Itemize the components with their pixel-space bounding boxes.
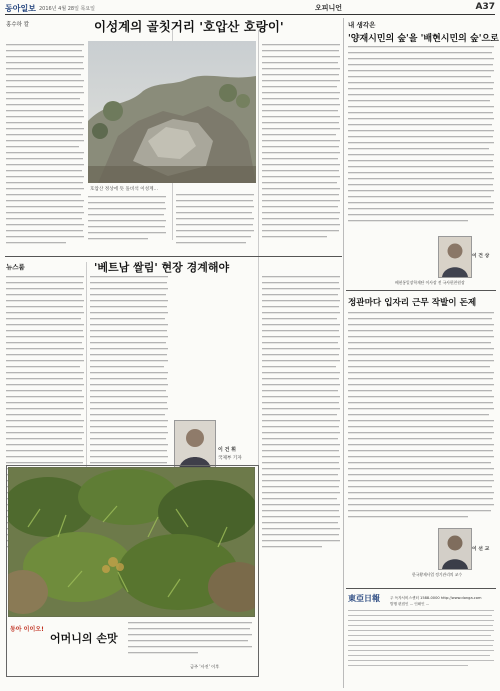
newsroom-kicker: 뉴스룸 — [6, 263, 25, 271]
top-story-body-middle — [88, 196, 256, 251]
right-bottom-author-photo — [438, 528, 472, 570]
page-number: A37 — [475, 2, 495, 12]
photo-box-credit: 금주 '사진' 이후 — [190, 664, 220, 669]
section-rule — [5, 256, 342, 257]
colophon-body — [348, 610, 496, 672]
mountain-rock-image — [88, 41, 256, 183]
photo-box-title: 어머니의 손맛 — [50, 632, 118, 645]
header-rule — [5, 14, 495, 15]
newsroom-author-name: 이 건 휘 — [218, 447, 236, 453]
photo-box-tag: 동아 이이오! — [10, 626, 44, 633]
right-bottom-author-name: 이 선 교 — [472, 547, 490, 552]
section-rule — [346, 290, 496, 291]
person-portrait-icon — [439, 529, 471, 569]
photo-box-text — [128, 622, 254, 670]
right-column-author-photo — [438, 236, 472, 278]
right-bottom-title: 정관마다 입자리 근무 작발이 돈제 — [348, 298, 477, 308]
newsroom-title: '베트남 쌀림' 현장 경계해야 — [94, 261, 230, 274]
section-rule — [346, 588, 496, 589]
right-column-author-name: 이 건 상 — [472, 254, 490, 259]
issue-date: 2016년 4월 28일 목요일 — [39, 6, 96, 12]
top-story-title: 이성계의 골칫거리 '호압산 호랑이' — [94, 19, 284, 34]
section-name: 오피니언 — [315, 4, 343, 12]
author-name: 홍수하 칼 — [6, 22, 30, 28]
colophon-line2: 발행 편집인 ... 인쇄인 ... — [390, 602, 430, 606]
colophon-line1: 주 독자서비스센터 1588-0000 http://www.donga.com — [390, 596, 482, 600]
photo-caption: 호압산 정상에 뜻 돌비석 이성계... — [90, 187, 158, 192]
colophon-brand: 東亞日報 — [348, 593, 380, 603]
right-column-kicker: 내 생각은 — [348, 21, 376, 29]
top-story-kicker — [6, 20, 86, 28]
column-divider — [343, 18, 344, 688]
newspaper-logo: 동아일보 — [5, 4, 36, 13]
vegetable-photo — [8, 467, 255, 617]
newsroom-author-title: 국제부 기자 — [218, 456, 242, 461]
page-header — [5, 2, 495, 14]
person-portrait-icon — [175, 421, 215, 469]
right-column-body — [348, 46, 496, 231]
right-bottom-author-title: 한국황제사업 정기관리의 교수 — [412, 572, 463, 577]
right-column-title: '양재시민의 숲'을 '배현시민의 숲'으로 — [348, 34, 499, 44]
newsroom-author-photo — [174, 420, 216, 470]
greens-basket-image — [8, 467, 255, 617]
right-bottom-body — [348, 312, 496, 532]
right-column-author-title: 배현통일장학재단 이사장 전 국사편찬원장 — [395, 280, 465, 285]
top-story-photo — [88, 41, 256, 183]
person-portrait-icon — [439, 237, 471, 277]
